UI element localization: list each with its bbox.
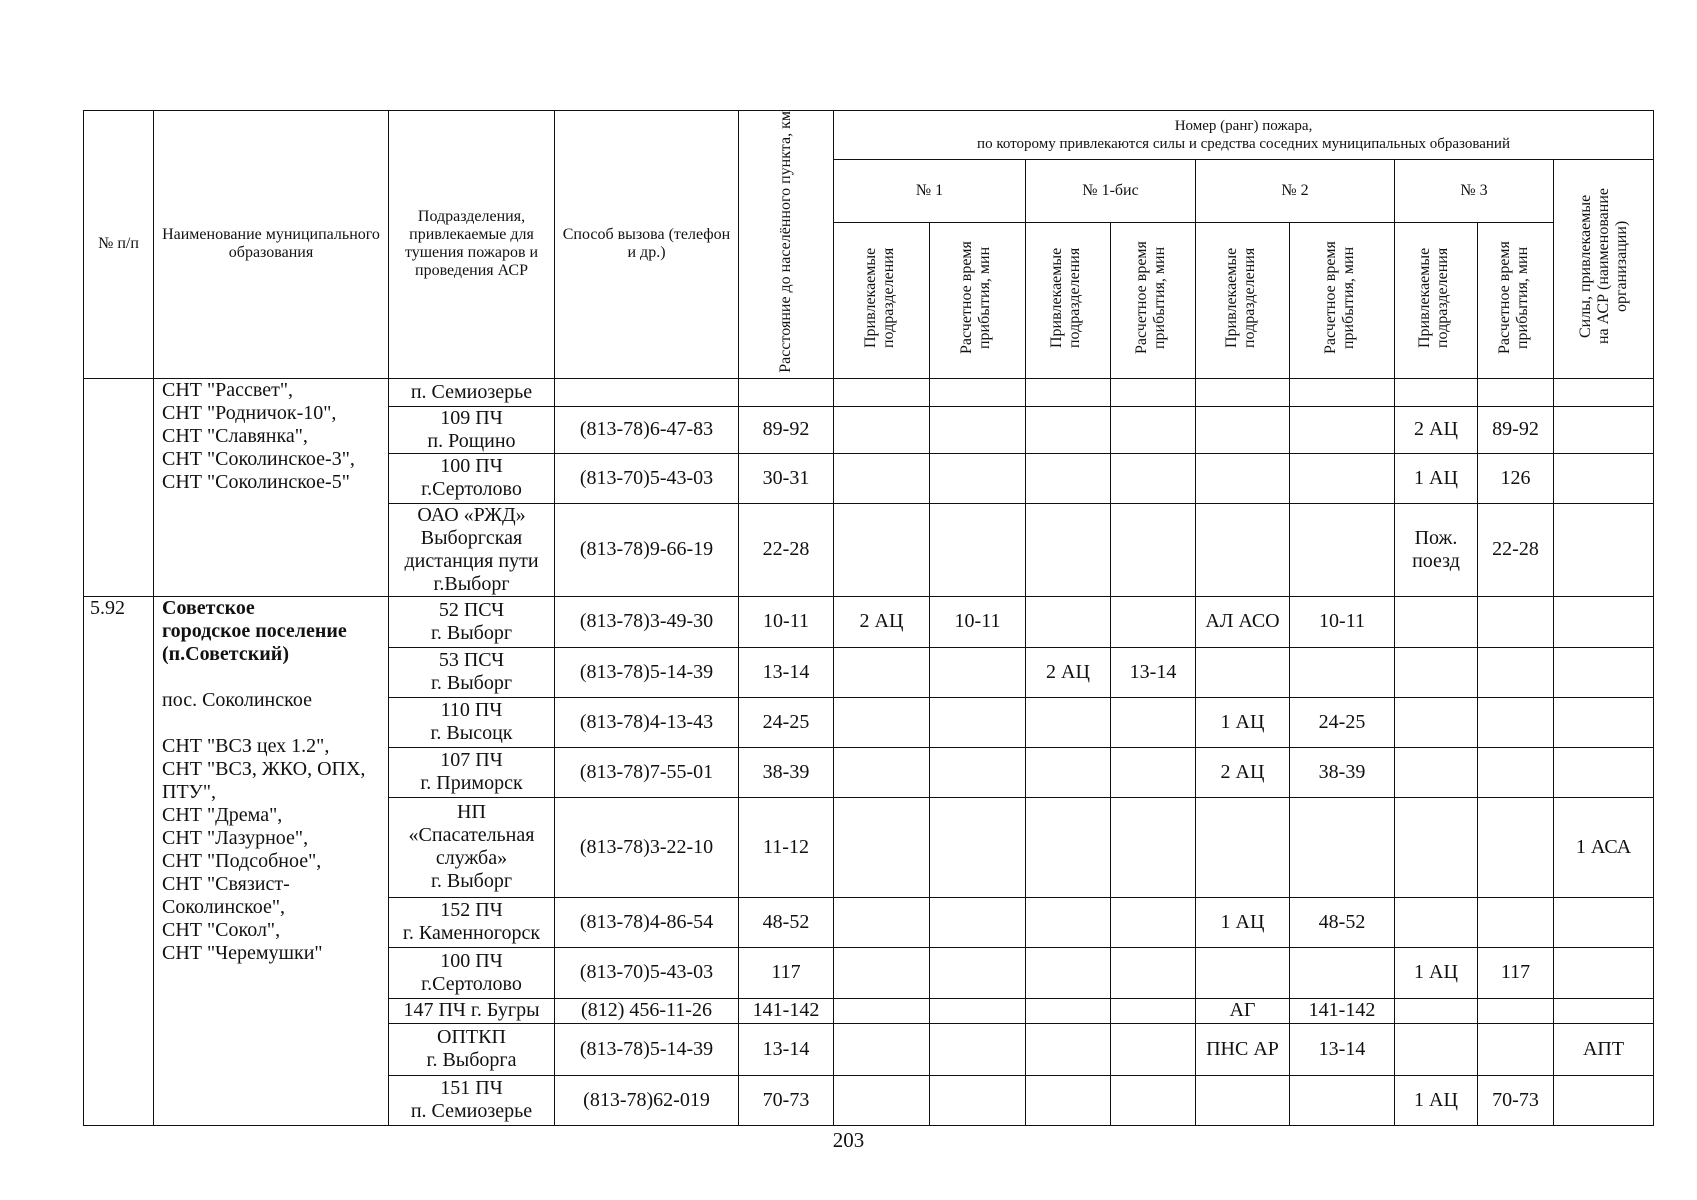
rank-cell-r1bt — [1111, 797, 1196, 897]
unit-line: 110 ПЧ — [440, 699, 503, 722]
rank-cell-r3t — [1478, 797, 1554, 897]
fire-forces-table — [83, 110, 1654, 1126]
rank-cell-r2u — [1196, 647, 1290, 697]
rank-cell-r1t — [930, 378, 1026, 406]
rank-cell-r1t — [930, 998, 1026, 1023]
rank-cell-r2t — [1290, 378, 1395, 406]
distance-cell: 70-73 — [739, 1075, 834, 1125]
rank-cell-r1t: 10-11 — [930, 596, 1026, 647]
mo-title-line: Советское — [162, 596, 255, 619]
unit-line: 109 ПЧ — [440, 406, 503, 429]
settlement-line: пос. Соколинское — [162, 688, 312, 711]
rank-cell-r1bu — [1026, 596, 1111, 647]
rank-cell-r1u — [834, 1075, 930, 1125]
rank-cell-r1u — [834, 998, 930, 1023]
phone-cell: (813-78)6-47-83 — [555, 406, 739, 453]
mo-name-line: СНТ "Подсобное", — [162, 849, 322, 872]
rank-cell-r1u — [834, 797, 930, 897]
header-mo-name-text: Наименование муниципального образования — [162, 226, 380, 262]
rank-cell-r1t — [930, 453, 1026, 503]
header-r2-text: № 2 — [1281, 181, 1309, 199]
rank-cell-r2u: АЛ АСО — [1196, 596, 1290, 647]
mo-name-line: СНТ "Черемушки" — [162, 941, 323, 964]
rank-cell-r3t — [1478, 747, 1554, 797]
rank-cell-r2t — [1290, 947, 1395, 998]
rank-cell-r2u — [1196, 797, 1290, 897]
rank-cell-r1bu — [1026, 453, 1111, 503]
rank-cell-r1t — [930, 503, 1026, 596]
unit-cell — [389, 503, 555, 596]
rank-cell-r2t — [1290, 797, 1395, 897]
unit-line: дистанция пути — [404, 549, 539, 572]
rank-cell-r1bt — [1111, 897, 1196, 947]
unit-line: 100 ПЧ — [440, 949, 503, 972]
rank-cell-r3t: 89-92 — [1478, 406, 1554, 453]
mo-name-cell — [154, 378, 389, 596]
rank-cell-r3u: 1 АЦ — [1395, 947, 1478, 998]
rank-cell-r1u — [834, 503, 930, 596]
table-row — [84, 378, 1654, 406]
rank-cell-r1bu — [1026, 503, 1111, 596]
distance-cell: 48-52 — [739, 897, 834, 947]
unit-line: г.Сертолово — [421, 972, 522, 995]
unit-line: 52 ПСЧ — [438, 598, 505, 621]
header-distance-text: Расстояние до населённого пункта, км — [777, 111, 794, 373]
rank-cell-r3u — [1395, 647, 1478, 697]
rank-cell-r1bt — [1111, 453, 1196, 503]
rank-cell-r1bt — [1111, 378, 1196, 406]
unit-cell — [389, 647, 555, 697]
unit-line: 152 ПЧ — [440, 899, 503, 922]
rank-cell-r2t: 38-39 — [1290, 747, 1395, 797]
unit-line: г. Выборга — [426, 1049, 517, 1072]
phone-cell: (813-78)4-13-43 — [555, 697, 739, 747]
rank-cell-r2t: 13-14 — [1290, 1023, 1395, 1075]
rank-cell-r2t: 24-25 — [1290, 697, 1395, 747]
rank-cell-r1t — [930, 897, 1026, 947]
rank-cell-r2u: 1 АЦ — [1196, 897, 1290, 947]
unit-cell — [389, 998, 555, 1023]
rank-cell-r2t — [1290, 453, 1395, 503]
rank-cell-r2t: 141-142 — [1290, 998, 1395, 1023]
rank-cell-r2t: 10-11 — [1290, 596, 1395, 647]
num-cell: 5.92 — [84, 596, 154, 1125]
unit-line: 151 ПЧ — [440, 1077, 503, 1100]
rank-cell-r1u — [834, 1023, 930, 1075]
unit-cell — [389, 797, 555, 897]
rank-cell-r1bt — [1111, 596, 1196, 647]
rank-cell-r1u — [834, 378, 930, 406]
unit-line: п. Рощино — [427, 429, 516, 452]
phone-cell: (813-78)3-22-10 — [555, 797, 739, 897]
rank-cell-r1t — [930, 1075, 1026, 1125]
distance-cell: 141-142 — [739, 998, 834, 1023]
rank-cell-r1bu: 2 АЦ — [1026, 647, 1111, 697]
header-r1-text: № 1 — [915, 181, 944, 199]
mo-name-line: СНТ "Лазурное", — [162, 826, 309, 849]
rank-cell-r3t: 22-28 — [1478, 503, 1554, 596]
header-r3-units — [1395, 222, 1478, 378]
rank-cell-r2t — [1290, 647, 1395, 697]
rank-cell-asr — [1554, 453, 1654, 503]
rank-cell-r3t — [1478, 897, 1554, 947]
rank-cell-r1bt: 13-14 — [1111, 647, 1196, 697]
unit-line: г. Выборг — [430, 672, 513, 695]
unit-line: г.Сертолово — [421, 478, 522, 501]
header-r1bis-time-text: Расчетное время прибытия, мин — [1133, 241, 1168, 355]
rank-cell-r1t — [930, 947, 1026, 998]
rank-cell-r1u — [834, 897, 930, 947]
unit-cell — [389, 596, 555, 647]
header-r2-units — [1196, 222, 1290, 378]
unit-cell — [389, 897, 555, 947]
rank-cell-r1u: 2 АЦ — [834, 596, 930, 647]
rank-cell-r3t: 70-73 — [1478, 1075, 1554, 1125]
phone-cell: (813-78)3-49-30 — [555, 596, 739, 647]
rank-cell-asr: 1 АСА — [1554, 797, 1654, 897]
rank-cell-asr — [1554, 697, 1654, 747]
header-asr-text: Силы, привлекаемые на АСР (наименование организации) — [1576, 188, 1630, 345]
rank-cell-asr — [1554, 897, 1654, 947]
rank-cell-r3u: 1 АЦ — [1395, 1075, 1478, 1125]
rank-cell-r1bu — [1026, 378, 1111, 406]
rank-cell-r1t — [930, 697, 1026, 747]
rank-cell-r3u — [1395, 797, 1478, 897]
unit-cell — [389, 378, 555, 406]
rank-cell-r2u: ПНС АР — [1196, 1023, 1290, 1075]
rank-cell-r3u: 1 АЦ — [1395, 453, 1478, 503]
spacer — [162, 666, 386, 689]
unit-line: г. Приморск — [420, 772, 523, 795]
rank-cell-r1bt — [1111, 998, 1196, 1023]
phone-cell: (813-78)9-66-19 — [555, 503, 739, 596]
phone-cell: (812) 456-11-26 — [555, 998, 739, 1023]
rank-cell-r3t — [1478, 697, 1554, 747]
unit-cell — [389, 1075, 555, 1125]
unit-cell — [389, 406, 555, 453]
rank-cell-r1t — [930, 747, 1026, 797]
unit-line: НП — [457, 801, 486, 824]
rank-cell-r1u — [834, 647, 930, 697]
rank-cell-r2u: АГ — [1196, 998, 1290, 1023]
distance-cell: 30-31 — [739, 453, 834, 503]
rank-cell-r1bu — [1026, 406, 1111, 453]
rank-cell-r2u — [1196, 503, 1290, 596]
rank-cell-r1bt — [1111, 947, 1196, 998]
header-r3-units-text: Привлекаемые подразделения — [1416, 247, 1451, 348]
distance-cell: 13-14 — [739, 1023, 834, 1075]
rank-cell-r3t: 117 — [1478, 947, 1554, 998]
rank-cell-r2u — [1196, 1075, 1290, 1125]
rank-cell-r1bu — [1026, 1023, 1111, 1075]
header-r3-text: № 3 — [1460, 181, 1488, 199]
unit-cell — [389, 747, 555, 797]
rank-cell-r2u — [1196, 453, 1290, 503]
header-r1 — [834, 160, 1026, 223]
rank-cell-asr — [1554, 503, 1654, 596]
rank-cell-r2u: 2 АЦ — [1196, 747, 1290, 797]
rank-cell-r1bt — [1111, 747, 1196, 797]
rank-cell-r1bu — [1026, 947, 1111, 998]
mo-title-line: (п.Советский) — [162, 642, 289, 665]
rank-cell-r1bu — [1026, 1075, 1111, 1125]
unit-line: г. Каменногорск — [402, 922, 541, 945]
mo-name-line: СНТ "Дрема", — [162, 803, 283, 826]
header-r1-time — [930, 222, 1026, 378]
rank-cell-r3u — [1395, 897, 1478, 947]
header-call-text: Способ вызова (телефон и др.) — [562, 226, 731, 262]
unit-cell — [389, 947, 555, 998]
rank-cell-r3u — [1395, 1023, 1478, 1075]
rank-cell-r3t: 126 — [1478, 453, 1554, 503]
rank-cell-r2u — [1196, 406, 1290, 453]
rank-cell-r1u — [834, 453, 930, 503]
phone-cell: (813-70)5-43-03 — [555, 947, 739, 998]
rank-cell-r3u: Пож. поезд — [1395, 503, 1478, 596]
spacer — [162, 712, 386, 735]
rank-cell-r1bu — [1026, 897, 1111, 947]
unit-cell — [389, 697, 555, 747]
mo-name-line: СНТ "Соколинское-3", — [162, 447, 355, 470]
distance-cell: 11-12 — [739, 797, 834, 897]
unit-line: ОПТКП — [437, 1026, 506, 1049]
header-r1bis — [1026, 160, 1196, 223]
header-asr — [1554, 160, 1654, 379]
rank-cell-r1u — [834, 747, 930, 797]
header-r1bis-units-text: Привлекаемые подразделения — [1048, 247, 1083, 348]
mo-name-line: СНТ "Рассвет", — [162, 378, 294, 401]
rank-cell-r2t: 48-52 — [1290, 897, 1395, 947]
header-units-text: Подразделения, привлекаемые для тушения пожаров и проведения АСР — [404, 208, 539, 280]
rank-cell-r3t — [1478, 998, 1554, 1023]
rank-cell-r3t — [1478, 1023, 1554, 1075]
unit-cell — [389, 453, 555, 503]
rank-cell-r1t — [930, 406, 1026, 453]
distance-cell: 10-11 — [739, 596, 834, 647]
mo-name-line: СНТ "ВСЗ цех 1.2", — [162, 734, 330, 757]
rank-cell-r3t — [1478, 378, 1554, 406]
phone-cell: (813-78)62-019 — [555, 1075, 739, 1125]
rank-cell-r1bt — [1111, 503, 1196, 596]
rank-cell-r2t — [1290, 503, 1395, 596]
rank-cell-r1bt — [1111, 1023, 1196, 1075]
table-row — [84, 596, 1654, 647]
rank-cell-r2t — [1290, 406, 1395, 453]
unit-line: 147 ПЧ г. Бугры — [403, 999, 540, 1022]
mo-name-line: СНТ "Сокол", — [162, 918, 281, 941]
header-rank — [834, 111, 1654, 160]
unit-line: Выборгская — [420, 526, 523, 549]
rank-cell-r3u: 2 АЦ — [1395, 406, 1478, 453]
rank-cell-r1t — [930, 1023, 1026, 1075]
rank-cell-asr — [1554, 406, 1654, 453]
unit-line: г. Выборг — [430, 621, 513, 644]
num-cell — [84, 378, 154, 596]
rank-cell-r3u — [1395, 697, 1478, 747]
rank-cell-asr — [1554, 596, 1654, 647]
distance-cell: 38-39 — [739, 747, 834, 797]
unit-cell — [389, 1023, 555, 1075]
mo-name-line: Соколинское", — [162, 895, 286, 918]
rank-cell-r1bu — [1026, 998, 1111, 1023]
phone-cell: (813-78)4-86-54 — [555, 897, 739, 947]
unit-line: служба» — [435, 847, 508, 870]
rank-cell-asr: АПТ — [1554, 1023, 1654, 1075]
header-num — [84, 111, 154, 379]
unit-line: п. Семиозерье — [410, 1100, 533, 1123]
rank-cell-r3t — [1478, 647, 1554, 697]
rank-cell-r1bu — [1026, 747, 1111, 797]
rank-cell-r2u — [1196, 947, 1290, 998]
rank-cell-r1bt — [1111, 406, 1196, 453]
unit-line: 53 ПСЧ — [438, 649, 505, 672]
unit-line: 100 ПЧ — [440, 455, 503, 478]
mo-name-line: СНТ "Славянка", — [162, 424, 308, 447]
header-mo-name — [154, 111, 389, 379]
unit-line: 107 ПЧ — [440, 749, 503, 772]
distance-cell: 89-92 — [739, 406, 834, 453]
header-r3-time — [1478, 222, 1554, 378]
rank-cell-r1bu — [1026, 697, 1111, 747]
rank-cell-r2t — [1290, 1075, 1395, 1125]
rank-cell-asr — [1554, 747, 1654, 797]
header-rank-sub: по которому привлекаются силы и средства соседних муниципальных образований — [977, 136, 1510, 152]
header-r3-time-text: Расчетное время прибытия, мин — [1495, 241, 1531, 355]
distance-cell — [739, 378, 834, 406]
unit-line: «Спасательная — [408, 824, 535, 847]
unit-line: г.Выборг — [433, 572, 510, 595]
header-distance — [739, 111, 834, 379]
unit-line: ОАО «РЖД» — [417, 503, 526, 526]
header-units — [389, 111, 555, 379]
rank-cell-asr — [1554, 947, 1654, 998]
header-r1-units — [834, 222, 930, 378]
header-rank-title: Номер (ранг) пожара, — [1174, 118, 1313, 134]
phone-cell: (813-78)5-14-39 — [555, 647, 739, 697]
rank-cell-asr — [1554, 647, 1654, 697]
rank-cell-r1bu — [1026, 797, 1111, 897]
rank-cell-r1u — [834, 697, 930, 747]
rank-cell-asr — [1554, 378, 1654, 406]
phone-cell: (813-78)7-55-01 — [555, 747, 739, 797]
header-r2 — [1196, 160, 1395, 223]
rank-cell-r1u — [834, 947, 930, 998]
phone-cell: (813-70)5-43-03 — [555, 453, 739, 503]
rank-cell-asr — [1554, 1075, 1654, 1125]
header-r1bis-time — [1111, 222, 1196, 378]
rank-cell-r3u — [1395, 998, 1478, 1023]
header-r2-time — [1290, 222, 1395, 378]
phone-cell — [555, 378, 739, 406]
rank-cell-r1bt — [1111, 1075, 1196, 1125]
distance-cell: 24-25 — [739, 697, 834, 747]
header-r1-time-text: Расчетное время прибытия, мин — [957, 241, 993, 355]
rank-cell-r3u — [1395, 378, 1478, 406]
header-r1-units-text: Привлекаемые подразделения — [861, 247, 897, 348]
mo-title-line: городское поселение — [162, 619, 347, 642]
mo-name-line: ПТУ", — [162, 780, 216, 803]
rank-cell-r3u — [1395, 747, 1478, 797]
header-r1bis-units — [1026, 222, 1111, 378]
rank-cell-asr — [1554, 998, 1654, 1023]
mo-name-cell — [154, 596, 389, 1125]
mo-name-line: СНТ "ВСЗ, ЖКО, ОПХ, — [162, 757, 366, 780]
rank-cell-r3t — [1478, 596, 1554, 647]
mo-name-line: СНТ "Соколинское-5" — [162, 470, 350, 493]
unit-line: г. Выборг — [430, 870, 513, 893]
rank-cell-r2u: 1 АЦ — [1196, 697, 1290, 747]
header-r1bis-text: № 1-бис — [1082, 181, 1139, 199]
distance-cell: 22-28 — [739, 503, 834, 596]
distance-cell: 117 — [739, 947, 834, 998]
mo-name-line: СНТ "Родничок-10", — [162, 401, 337, 424]
unit-line: г. Высоцк — [430, 722, 513, 745]
page-number: 203 — [832, 1128, 865, 1152]
header-r3 — [1395, 160, 1554, 223]
header-call — [555, 111, 739, 379]
rank-cell-r1t — [930, 647, 1026, 697]
rank-cell-r3u — [1395, 596, 1478, 647]
header-num-text: № п/п — [98, 235, 139, 253]
header-r2-units-text: Привлекаемые подразделения — [1222, 247, 1258, 348]
phone-cell: (813-78)5-14-39 — [555, 1023, 739, 1075]
rank-cell-r1t — [930, 797, 1026, 897]
rank-cell-r2u — [1196, 378, 1290, 406]
mo-name-line: СНТ "Связист- — [162, 872, 290, 895]
rank-cell-r1u — [834, 406, 930, 453]
distance-cell: 13-14 — [739, 647, 834, 697]
unit-line: п. Семиозерье — [410, 380, 533, 403]
rank-cell-r1bt — [1111, 697, 1196, 747]
header-r2-time-text: Расчетное время прибытия, мин — [1322, 241, 1357, 355]
